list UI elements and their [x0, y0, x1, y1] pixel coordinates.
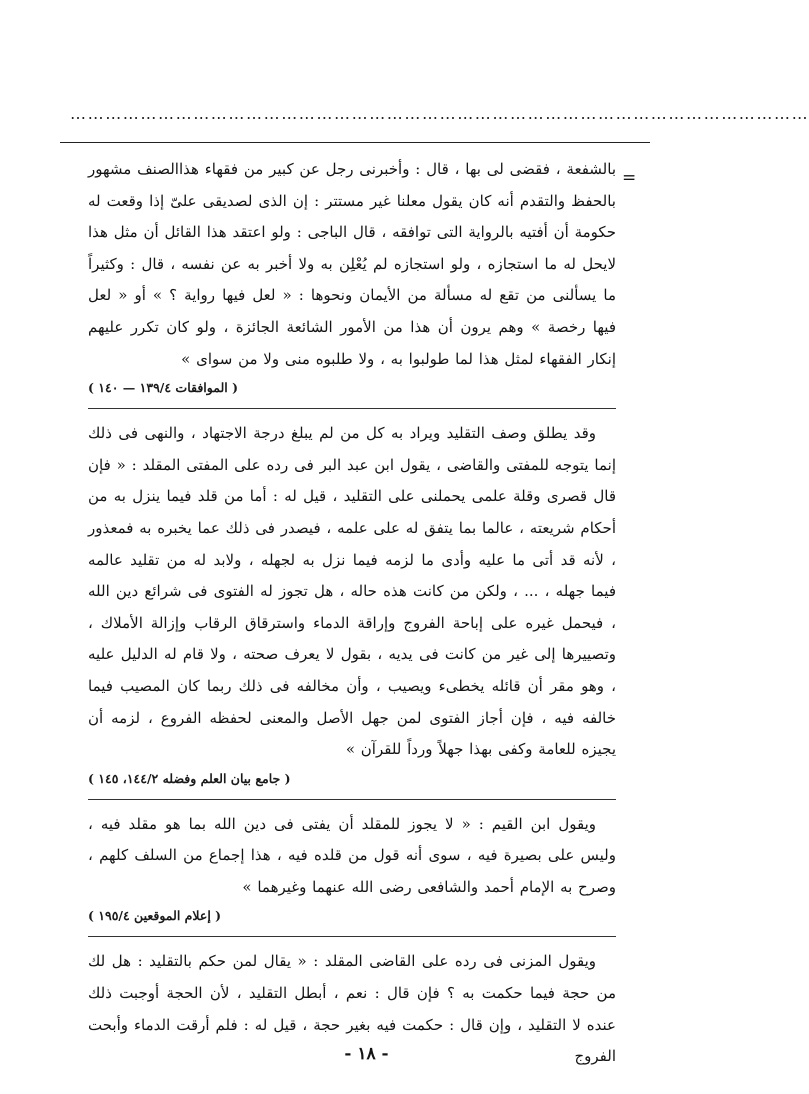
paragraph-2: وقد يطلق وصف التقليد ويراد به كل من لم يبلغ درجة الاجتهاد ، والنهى فى ذلك إنما يتوجه للمفتى والقاضى ، يقول ابن عبد البر فى رده على المفتى المقلد : « فإن قال قصرى وقلة علمى يحملنى على التقليد ، قيل له : أما من قلد فيما ينزل به من أحكام شريعته ، عالما بما يتفق له على علمه ، فيصدر فى ذلك عما يخبره به فمعذور ، لأنه قد أتى ما عليه وأدى ما لزمه فيما نزل به لجهله ، ولابد له من تقليد عالمه فيما جهله ، ... ، ولكن من كانت هذه حاله ، هل تجوز له الفتوى فى شرائع دين الله ، فيحمل غيره على إباحة الفروج وإراقة الدماء واسترقاق الرقاب وإزالة الأملاك ، وتصييرها إلى غير من كانت فى يديه ، بقول لا يعرف صحته ، ولا قام له الدليل عليه ، وهو مقر أن قائله يخطىء ويصيب ، وأن مخالفه فى ذلك ربما كان المصيب فيما خالفه فيه ، فإن أجاز الفتوى لمن جهل الأصل والمعنى لحفظه الفروع ، لزمه أن يجيزه للعامة وكفى بهذا جهلاً ورداً للقرآن »: [88, 424, 616, 759]
separator: [88, 408, 616, 409]
reference-2: ( جامع بيان العلم وفضله ١٤٤/٢، ١٤٥ ): [88, 770, 291, 786]
reference-3: ( إعلام الموقعين ١٩٥/٤ ): [88, 908, 222, 924]
paragraph-3: ويقول ابن القيم : « لا يجوز للمقلد أن يفتى فى دين الله بما هو مقلد فيه ، وليس على بصيرة فيه ، سوى أنه قول من قلده فيه ، هذا إجماع من السلف كلهم ، وصرح به الإمام أحمد والشافعى رضى الله عنهما وغيرهما »: [88, 814, 616, 896]
paragraph-4: ويقول المزنى فى رده على القاضى المقلد : « يقال لمن حكم بالتقليد : هل لك من حجة فيما حكمت به ؟ فإن قال : نعم ، أبطل التقليد ، لأن الحجة أوجبت ذلك عنده لا التقليد ، وإن قال : حكمت فيه بغير حجة ، قيل له : فلم أرقت الدماء وأبحت الفروج: [88, 952, 616, 1066]
paragraph-1: بالشفعة ، فقضى لى بها ، قال : وأخبرنى رجل عن كبير من فقهاء هذاالصنف مشهور بالحفظ والتقدم أنه كان يقول معلنا غير مستتر : إن الذى لصديقى علىّ إذا وقعت له حكومة أن أفتيه بالرواية التى توافقه ، قال الباجى : ولو اعتقد هذا القائل أن مثل هذا لايحل له ما استجازه ، ولو استجازه لم يُعْلِن به ولا أخبر به عن نفسه ، قال : وكثيراً ما يسألنى من تقع له مسألة من الأيمان ونحوها : « لعل فيها رواية ؟ » أو « لعل فيها رخصة » وهم يرون أن هذا من الأمور الشائعة الجائزة ، ولو كان تكرر عليهم إنكار الفقهاء لمثل هذا لما طولبوا به ، ولا طلبوه منى ولا من سواى »: [88, 160, 616, 368]
margin-mark: =: [622, 168, 637, 188]
page-number: - ١٨ -: [344, 1044, 389, 1064]
separator: [88, 936, 616, 937]
header-rule: [60, 142, 650, 143]
reference-1: ( الموافقات ١٣٩/٤ — ١٤٠ ): [88, 380, 239, 396]
separator: [88, 799, 616, 800]
dotted-rule: ………………………………………………………………………………………………………………: [70, 104, 809, 123]
main-text: [88, 154, 616, 1073]
